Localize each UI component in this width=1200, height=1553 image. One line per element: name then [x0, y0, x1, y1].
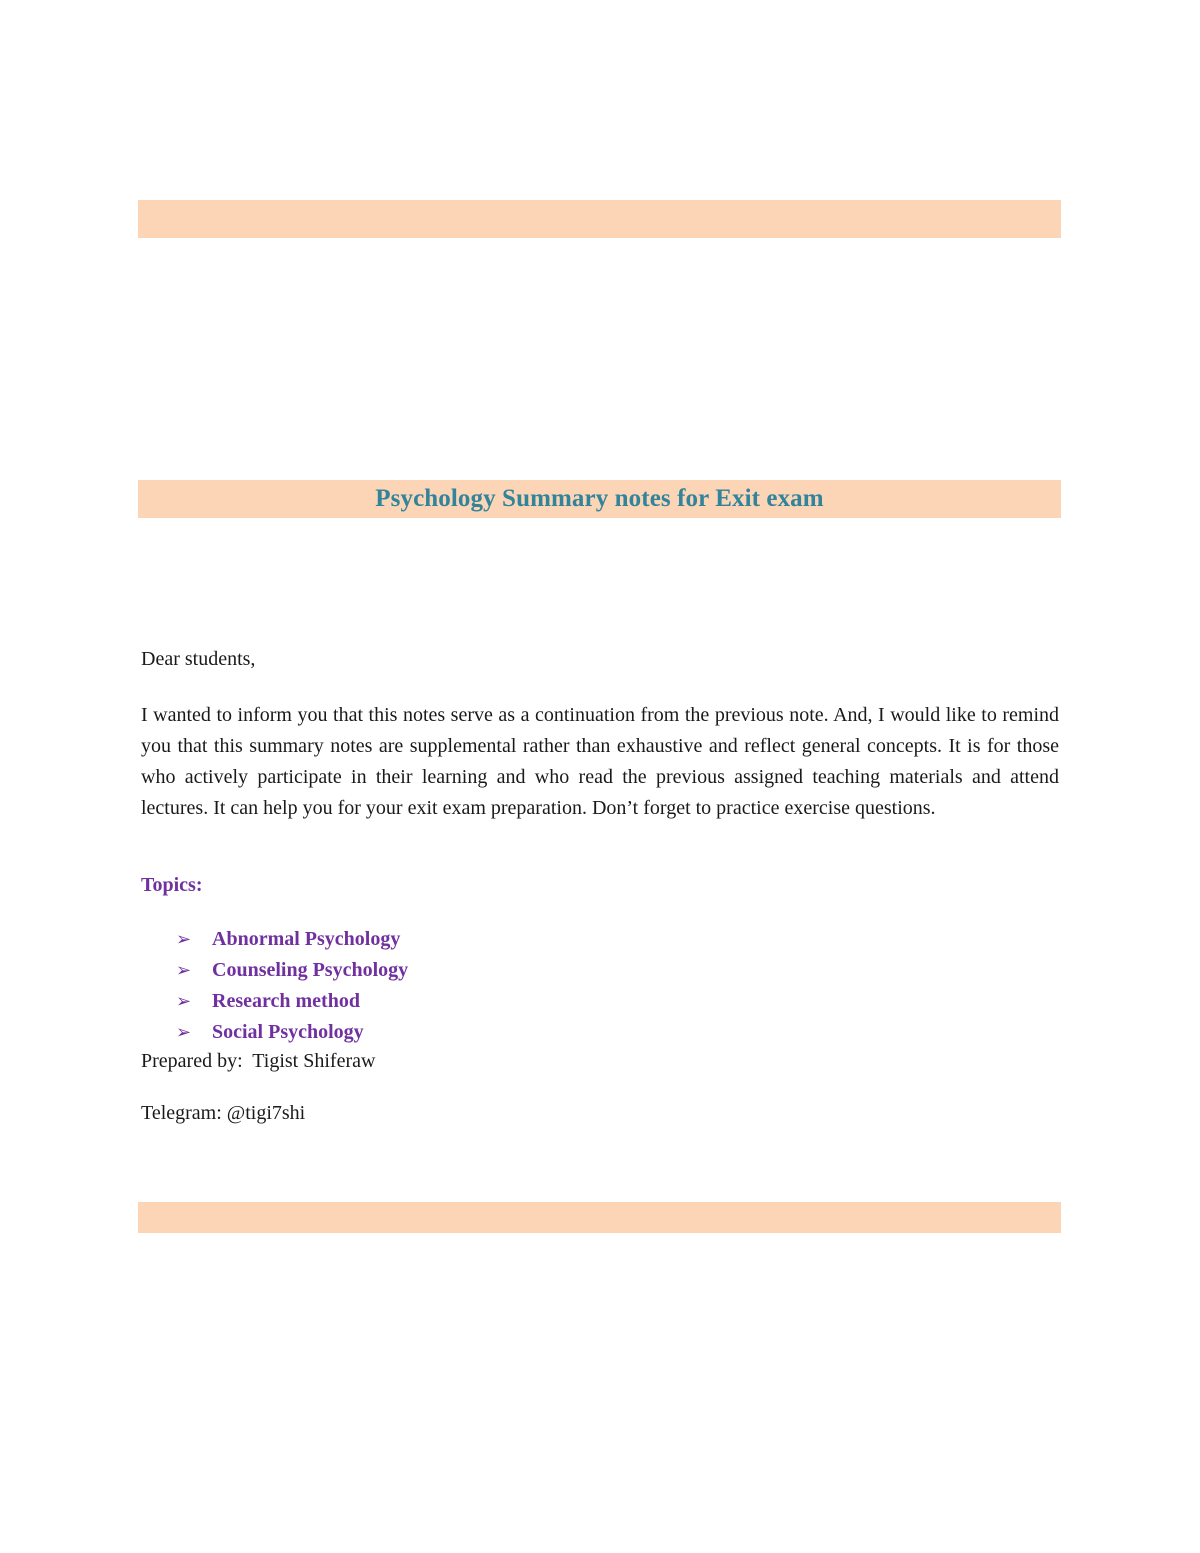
- arrowhead-bullet-icon: ➢: [176, 1022, 192, 1043]
- topic-label: Counseling Psychology: [212, 959, 409, 981]
- arrowhead-bullet-icon: ➢: [176, 929, 192, 950]
- list-item: [176, 924, 408, 955]
- topic-label: Social Psychology: [212, 1021, 364, 1043]
- topic-list: [176, 924, 408, 1048]
- arrowhead-bullet-icon: ➢: [176, 991, 192, 1012]
- topic-label: Abnormal Psychology: [212, 928, 401, 950]
- intro-paragraph: I wanted to inform you that this notes serve as a continuation from the previous note. And, I would like to remind you that this summary notes are supplemental rather than exhaustive and reflect general concepts. It is for those who actively participate in their learning and who read the previous assigned teaching materials and attend lectures. It can help you for your exit exam preparation. Don’t forget to practice exercise questions.: [141, 704, 1059, 819]
- topics-heading: Topics:: [141, 874, 203, 896]
- document-title: Psychology Summary notes for Exit exam: [375, 485, 824, 512]
- top-decorative-band: [138, 200, 1061, 238]
- prepared-by: Prepared by: Tigist Shiferaw: [141, 1050, 376, 1072]
- greeting: Dear students,: [141, 648, 256, 670]
- arrowhead-bullet-icon: ➢: [176, 960, 192, 981]
- list-item: [176, 986, 408, 1017]
- list-item: [176, 1017, 408, 1048]
- telegram-handle: Telegram: @tigi7shi: [141, 1102, 306, 1124]
- list-item: [176, 955, 408, 986]
- title-band: [138, 480, 1061, 518]
- bottom-decorative-band: [138, 1202, 1061, 1233]
- topic-label: Research method: [212, 990, 360, 1012]
